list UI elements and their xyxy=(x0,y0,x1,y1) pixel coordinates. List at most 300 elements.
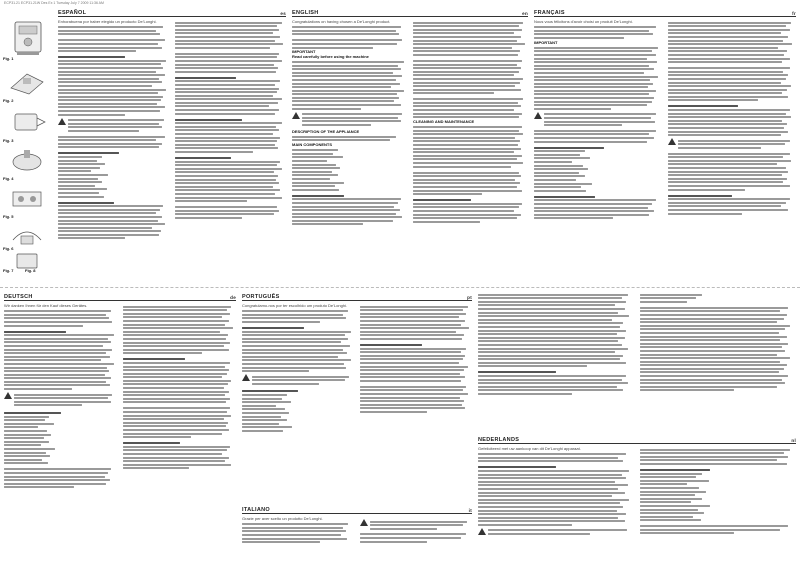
text-line xyxy=(58,160,97,162)
text-line xyxy=(175,171,274,173)
text-line xyxy=(478,484,628,486)
text-line xyxy=(668,156,783,158)
text-line xyxy=(413,162,523,164)
text-line xyxy=(534,108,611,110)
text-line xyxy=(360,338,462,340)
section-english xyxy=(292,8,528,283)
text-line xyxy=(123,316,222,318)
text-line xyxy=(242,426,292,428)
text-line xyxy=(413,203,522,205)
text-line xyxy=(175,164,277,166)
text-line xyxy=(478,315,629,317)
text-line xyxy=(668,160,791,162)
text-line xyxy=(478,371,556,373)
text-line xyxy=(360,355,465,357)
text-line xyxy=(413,29,522,31)
text-line xyxy=(413,67,521,69)
text-line xyxy=(534,183,592,185)
text-line xyxy=(58,205,163,207)
text-line xyxy=(534,196,595,198)
text-line xyxy=(413,182,520,184)
text-line xyxy=(58,192,99,194)
text-line xyxy=(668,153,790,155)
text-line xyxy=(175,29,279,31)
text-line xyxy=(413,113,522,115)
text-line xyxy=(640,321,777,323)
text-line xyxy=(668,47,778,49)
text-line xyxy=(175,137,280,139)
text-line xyxy=(413,64,517,66)
text-line xyxy=(413,151,514,153)
figure-2-label: Fig. 2 xyxy=(3,98,14,103)
text-line xyxy=(413,85,515,87)
text-line xyxy=(14,397,108,399)
text-line xyxy=(668,99,758,101)
text-line xyxy=(640,379,782,381)
text-line xyxy=(668,25,786,27)
text-line xyxy=(413,166,511,168)
text-line xyxy=(478,340,618,342)
text-line xyxy=(175,47,270,49)
language-code: it xyxy=(468,508,472,513)
text-line xyxy=(534,168,588,170)
text-line xyxy=(413,74,514,76)
text-line xyxy=(123,334,228,336)
text-line xyxy=(123,436,191,438)
text-line xyxy=(413,214,521,216)
text-line xyxy=(123,422,228,424)
text-line xyxy=(668,185,790,187)
text-line xyxy=(360,541,427,543)
text-line xyxy=(242,538,347,540)
text-line xyxy=(534,203,652,205)
text-line xyxy=(175,168,282,170)
text-line xyxy=(668,189,745,191)
text-line xyxy=(478,510,617,512)
text-line xyxy=(4,388,72,390)
text-line xyxy=(123,306,231,308)
figure-5-label: Fig. 5 xyxy=(3,214,14,219)
text-line xyxy=(4,341,111,343)
text-line xyxy=(292,164,336,166)
text-line xyxy=(242,401,291,403)
text-line xyxy=(478,351,615,353)
text-line xyxy=(242,334,345,336)
text-line xyxy=(58,63,161,65)
text-line xyxy=(478,294,628,296)
text-line xyxy=(360,376,465,378)
section-title: NEDERLANDS xyxy=(478,437,520,443)
text-line xyxy=(292,75,402,77)
text-line xyxy=(478,333,617,335)
text-line xyxy=(58,74,165,76)
warning-block xyxy=(668,138,796,150)
text-line xyxy=(242,527,343,529)
text-line xyxy=(640,325,790,327)
text-line xyxy=(478,348,628,350)
text-line xyxy=(640,487,699,489)
text-line xyxy=(668,96,788,98)
text-line xyxy=(478,499,629,501)
text-line xyxy=(478,304,615,306)
text-line xyxy=(668,181,783,183)
text-line xyxy=(640,389,734,391)
text-line xyxy=(360,411,427,413)
text-line xyxy=(123,349,229,351)
text-line xyxy=(360,316,459,318)
text-line xyxy=(4,359,101,361)
text-line xyxy=(123,433,222,435)
text-line xyxy=(640,361,780,363)
section-title: ESPAÑOL xyxy=(58,10,87,16)
figure-1-illustration xyxy=(9,18,49,58)
text-line xyxy=(175,213,274,215)
section-nederlands-top xyxy=(478,292,796,432)
text-line xyxy=(292,195,344,197)
text-line xyxy=(413,92,494,94)
text-line xyxy=(123,380,231,382)
text-line xyxy=(360,362,459,364)
text-line xyxy=(292,33,399,35)
warning-icon xyxy=(668,138,676,145)
text-line xyxy=(4,345,103,347)
text-line xyxy=(413,105,521,107)
section-title: ENGLISH xyxy=(292,10,319,16)
text-line xyxy=(123,352,202,354)
text-line xyxy=(640,382,785,384)
text-line xyxy=(292,86,391,88)
intro-text: Grazie per aver scelto un prodotto De'Longhi. xyxy=(242,517,323,521)
text-line xyxy=(242,412,289,414)
text-line xyxy=(668,40,783,42)
text-line xyxy=(175,25,277,27)
text-line xyxy=(413,116,519,118)
text-line xyxy=(68,126,162,128)
text-line xyxy=(534,90,656,92)
text-line xyxy=(4,374,105,376)
text-line xyxy=(534,217,613,219)
text-line xyxy=(58,33,160,35)
figure-4-label: Fig. 4 xyxy=(3,176,14,181)
text-line xyxy=(640,364,787,366)
text-line xyxy=(58,85,152,87)
text-line xyxy=(302,117,398,119)
text-line xyxy=(478,517,618,519)
text-line xyxy=(534,130,656,132)
text-line xyxy=(175,206,277,208)
text-line xyxy=(668,116,791,118)
text-line xyxy=(14,404,82,406)
figure-5-illustration xyxy=(7,186,47,212)
text-line xyxy=(534,93,649,95)
language-code: pt xyxy=(467,295,472,300)
text-line xyxy=(668,174,782,176)
text-line xyxy=(478,453,626,455)
text-line xyxy=(58,78,159,80)
text-line xyxy=(640,310,780,312)
text-line xyxy=(58,99,161,101)
text-line xyxy=(668,67,790,69)
text-line xyxy=(58,170,91,172)
text-line xyxy=(360,380,461,382)
text-line xyxy=(175,98,282,100)
text-line xyxy=(292,209,400,211)
text-line xyxy=(640,346,782,348)
text-line xyxy=(175,77,236,79)
text-line xyxy=(360,327,469,329)
text-line xyxy=(4,459,42,461)
text-line xyxy=(640,501,691,503)
text-line xyxy=(534,172,579,174)
text-line xyxy=(640,350,785,352)
text-line xyxy=(68,119,164,121)
text-line xyxy=(58,103,157,105)
text-line xyxy=(292,104,401,106)
section-francais xyxy=(534,8,796,283)
text-line xyxy=(175,144,275,146)
text-line xyxy=(292,198,401,200)
figure-2-illustration xyxy=(7,68,47,96)
text-line xyxy=(175,200,247,202)
text-line xyxy=(413,199,471,201)
text-line xyxy=(478,393,572,395)
text-line xyxy=(123,362,230,364)
text-line xyxy=(534,104,647,106)
text-line xyxy=(640,491,706,493)
text-line xyxy=(478,308,625,310)
text-line xyxy=(668,209,788,211)
text-line xyxy=(242,370,309,372)
text-line xyxy=(4,483,106,485)
text-line xyxy=(640,332,779,334)
text-line xyxy=(668,50,787,52)
text-line xyxy=(123,324,225,326)
text-line xyxy=(478,375,626,377)
text-line xyxy=(534,65,649,67)
text-line xyxy=(534,76,658,78)
text-line xyxy=(292,90,404,92)
text-line xyxy=(123,429,229,431)
intro-text: Enhorabuena por haber elegido un producto De'Longhi. xyxy=(58,20,157,24)
text-line xyxy=(242,317,346,319)
text-line xyxy=(4,349,112,351)
text-line xyxy=(640,505,710,507)
text-line xyxy=(534,47,658,49)
text-line xyxy=(242,367,346,369)
text-line xyxy=(478,337,625,339)
text-line xyxy=(58,39,165,41)
text-line xyxy=(252,383,319,385)
text-line xyxy=(58,181,102,183)
text-line xyxy=(360,358,463,360)
text-line xyxy=(4,352,106,354)
text-line xyxy=(4,472,108,474)
text-line xyxy=(478,524,572,526)
text-line xyxy=(175,53,279,55)
text-line xyxy=(360,369,464,371)
text-line xyxy=(123,383,228,385)
text-line xyxy=(488,533,590,535)
text-line xyxy=(4,338,108,340)
text-line xyxy=(292,43,397,45)
text-line xyxy=(242,419,287,421)
text-line xyxy=(292,39,402,41)
text-line xyxy=(242,530,346,532)
section-header xyxy=(478,435,796,444)
text-line xyxy=(58,81,162,83)
text-line xyxy=(478,520,625,522)
text-line xyxy=(4,455,50,457)
text-line xyxy=(640,529,780,531)
text-line xyxy=(252,379,345,381)
section-portugues xyxy=(242,292,472,502)
text-line xyxy=(292,156,343,158)
text-line xyxy=(292,149,338,151)
text-line xyxy=(534,86,648,88)
text-line xyxy=(668,29,790,31)
text-line xyxy=(534,133,649,135)
text-line xyxy=(640,452,784,454)
text-line xyxy=(534,210,654,212)
text-line xyxy=(640,516,693,518)
text-line xyxy=(58,136,165,138)
text-line xyxy=(58,212,156,214)
text-line xyxy=(242,405,276,407)
print-meta: ECP31.21 ECP31.21W Des Ex 1 Tuesday July 7 2009 11:36 AM xyxy=(4,1,104,5)
text-line xyxy=(58,209,160,211)
text-line xyxy=(175,133,273,135)
text-line xyxy=(640,456,788,458)
text-line xyxy=(534,161,572,163)
text-line xyxy=(640,368,784,370)
text-line xyxy=(4,331,66,333)
text-line xyxy=(478,470,629,472)
text-line xyxy=(4,310,111,312)
text-line xyxy=(360,324,461,326)
text-line xyxy=(123,446,230,448)
text-line xyxy=(478,382,628,384)
text-line xyxy=(534,147,604,149)
text-line xyxy=(4,444,41,446)
text-line xyxy=(413,22,523,24)
text-line xyxy=(123,398,230,400)
text-line xyxy=(58,188,107,190)
text-line xyxy=(175,113,275,115)
text-line xyxy=(175,175,278,177)
text-line xyxy=(242,331,351,333)
text-line xyxy=(534,83,653,85)
text-line xyxy=(478,492,625,494)
section-header xyxy=(58,8,286,17)
text-line xyxy=(4,468,111,470)
text-line xyxy=(242,338,348,340)
text-line xyxy=(175,189,280,191)
text-line xyxy=(668,78,786,80)
text-line xyxy=(413,89,521,91)
text-line xyxy=(668,32,781,34)
text-line xyxy=(668,82,781,84)
text-line xyxy=(292,30,396,32)
intro-text: Nous vous félicitons d'avoir choisi un produit De'Longhi. xyxy=(534,20,633,24)
text-line xyxy=(242,314,343,316)
text-line xyxy=(668,43,792,45)
text-line xyxy=(478,312,618,314)
text-line xyxy=(4,381,106,383)
text-line xyxy=(175,91,277,93)
text-line xyxy=(4,416,49,418)
text-line xyxy=(123,327,233,329)
text-line xyxy=(4,434,51,436)
warning-icon xyxy=(292,112,300,119)
text-line xyxy=(175,161,280,163)
text-line xyxy=(302,124,371,126)
section-header xyxy=(4,292,236,301)
text-line xyxy=(478,386,617,388)
text-line xyxy=(123,442,180,444)
text-line xyxy=(360,389,463,391)
text-line xyxy=(292,174,338,176)
text-line xyxy=(14,394,112,396)
text-line xyxy=(534,61,657,63)
text-line xyxy=(58,106,165,108)
text-line xyxy=(68,130,139,132)
text-line xyxy=(123,418,224,420)
text-line xyxy=(534,37,624,39)
text-line xyxy=(175,140,277,142)
text-line xyxy=(360,404,462,406)
language-code: es xyxy=(280,11,286,16)
figure-6-label: Fig. 6 xyxy=(3,246,14,251)
text-line xyxy=(292,213,396,215)
text-line xyxy=(123,358,185,360)
text-line xyxy=(640,375,788,377)
text-line xyxy=(534,186,581,188)
text-line xyxy=(668,123,787,125)
text-line xyxy=(58,174,108,176)
text-line xyxy=(175,157,231,159)
text-line xyxy=(413,82,520,84)
text-line xyxy=(242,416,281,418)
language-code: de xyxy=(230,295,236,300)
text-line xyxy=(360,400,464,402)
figure-4-illustration xyxy=(7,148,47,174)
text-line xyxy=(242,345,350,347)
text-line xyxy=(123,376,222,378)
text-line xyxy=(4,384,110,386)
text-line xyxy=(370,528,437,530)
text-line xyxy=(4,462,48,464)
text-line xyxy=(534,179,576,181)
text-line xyxy=(175,186,273,188)
text-line xyxy=(123,366,225,368)
text-line xyxy=(478,488,618,490)
text-line xyxy=(360,366,468,368)
text-line xyxy=(292,68,401,70)
text-line xyxy=(4,334,114,336)
warning-icon xyxy=(534,112,542,119)
text-line xyxy=(123,373,227,375)
text-line xyxy=(668,120,782,122)
text-line xyxy=(640,498,702,500)
text-line xyxy=(175,122,282,124)
intro-text: Congratulamo-nos por ter escolhido um produto De'Longhi. xyxy=(242,304,348,308)
text-line xyxy=(175,36,280,38)
text-line xyxy=(478,506,623,508)
text-line xyxy=(58,114,125,116)
text-line xyxy=(292,202,398,204)
text-line xyxy=(14,401,111,403)
heading-cleaning: CLEANING AND MAINTENANCE xyxy=(413,119,475,124)
